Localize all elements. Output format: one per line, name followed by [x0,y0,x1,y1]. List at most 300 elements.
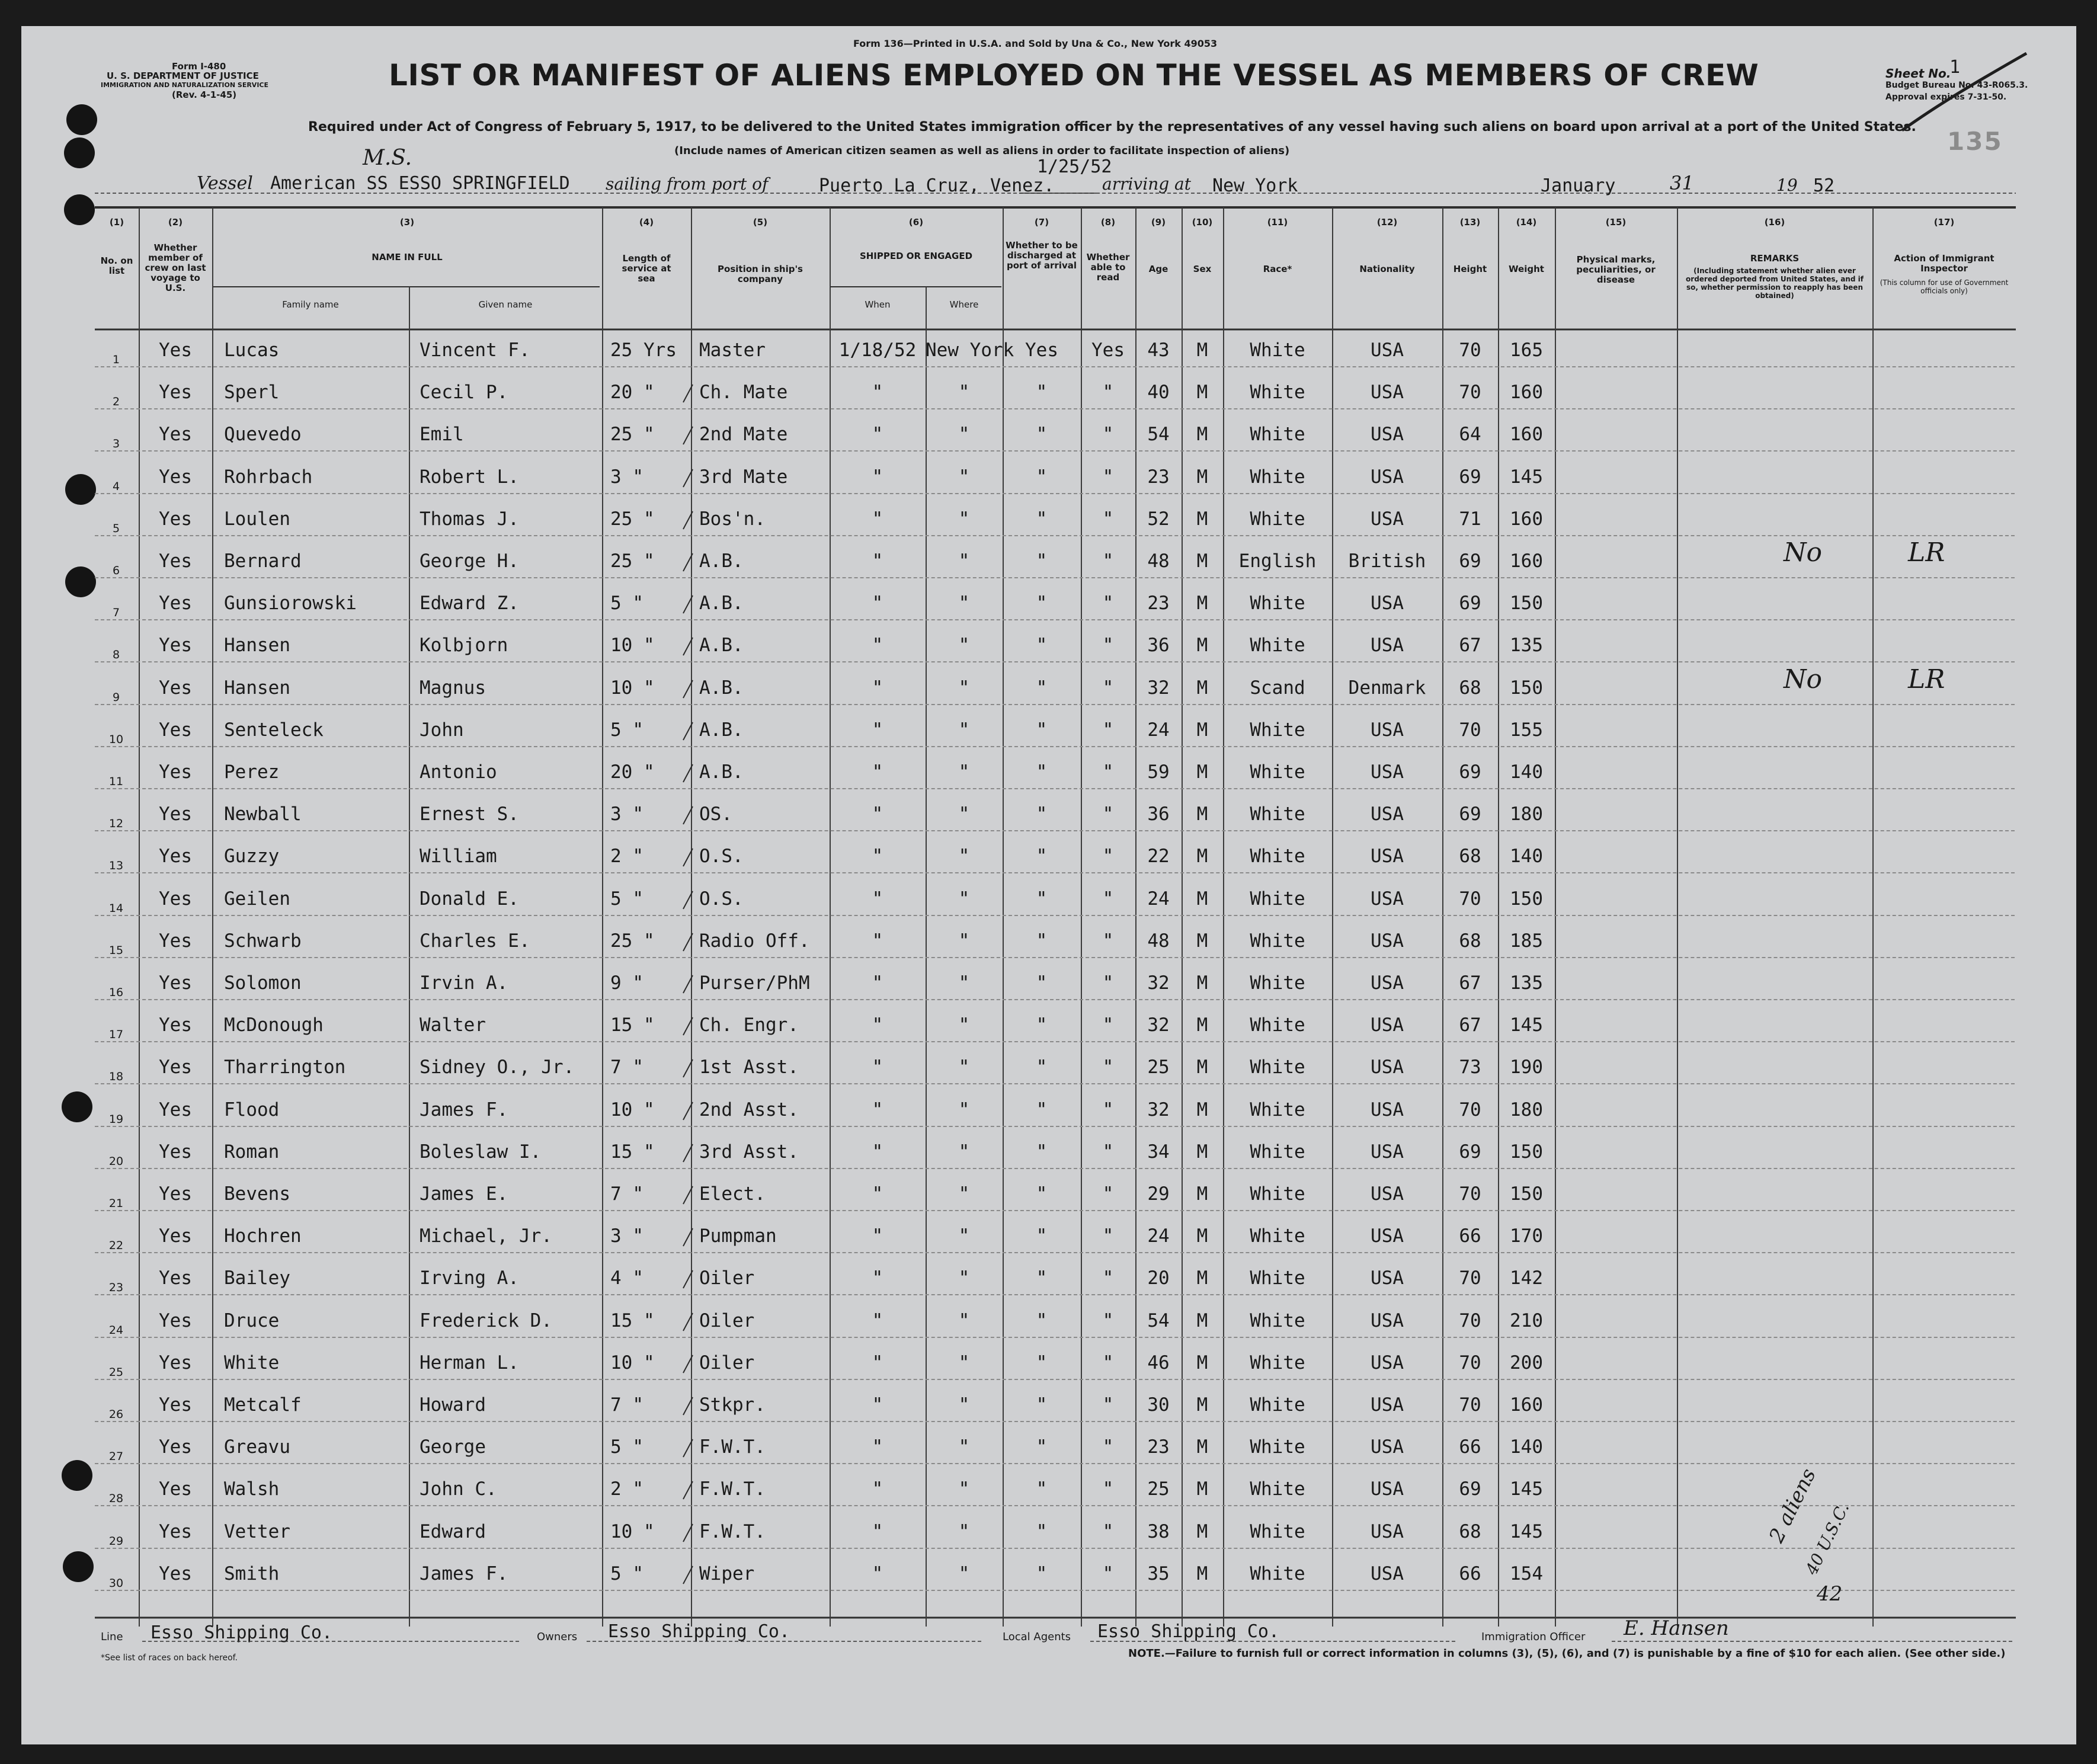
cell-position: Oiler [699,1267,755,1289]
col-header-nationality: Nationality [1359,264,1415,274]
cell-discharged: " [1036,550,1048,572]
cell-nationality: USA [1371,719,1404,741]
cell-where: " [958,593,970,614]
cell-given: Edward [420,1520,486,1542]
cell-sex: M [1196,466,1208,488]
col-header-inspector-note: (This column for use of Government officials only) [1880,278,2009,295]
cell-family: Bevens [224,1183,290,1205]
cell-position: A.B. [699,761,744,783]
cell-age: 35 [1147,1563,1170,1584]
cell-when: " [872,1436,883,1458]
cell-sex: M [1196,1478,1208,1500]
cell-nationality: USA [1371,1183,1404,1205]
cell-race: White [1250,1478,1305,1500]
cell-position: A.B. [699,593,744,614]
cell-service: 3 " [610,803,643,825]
cell-height: 73 [1459,1057,1481,1078]
cell-discharged: " [1036,635,1048,657]
col-num: (12) [1376,217,1398,228]
cell-where: " [958,1310,970,1331]
cell-family: Newball [224,803,302,825]
cell-age: 43 [1147,340,1170,361]
cell-prev: Yes [159,1183,192,1205]
cell-age: 32 [1147,677,1170,699]
cell-service: 4 " [610,1267,643,1289]
cell-read: " [1102,719,1114,741]
cell-prev: Yes [159,1563,192,1584]
cell-where: " [958,1183,970,1205]
col-num: (15) [1605,217,1627,228]
cell-service: 10 " [610,1352,655,1374]
cell-when: " [872,1394,883,1416]
cell-weight: 170 [1510,1225,1543,1247]
col-header-shipped: SHIPPED OR ENGAGED [859,251,973,261]
cell-prev: Yes [159,719,192,741]
cell-nationality: USA [1371,1563,1404,1584]
cell-height: 70 [1459,888,1481,910]
cell-given: John [420,719,464,741]
col-num: (4) [639,217,654,228]
cell-prev: Yes [159,382,192,404]
cell-weight: 180 [1510,1099,1543,1120]
cell-where: " [958,719,970,741]
cell-weight: 150 [1510,1141,1543,1163]
budget-line: Budget Bureau No. 43-R065.3. [1885,81,2028,90]
cell-sex: M [1196,1310,1208,1331]
vessel-name: American SS ESSO SPRINGFIELD [270,173,570,194]
cell-discharged: " [1036,1141,1048,1163]
cell-weight: 145 [1510,1014,1543,1036]
cell-position: F.W.T. [699,1520,766,1542]
tally-us-citizens: 40 U.S.C. [1801,1499,1853,1578]
cell-position: Radio Off. [699,930,810,952]
cell-nationality: USA [1371,803,1404,825]
cell-when: " [872,930,883,952]
margin-note: M.S. [363,146,412,170]
cell-family: Hansen [224,635,290,657]
cell-when: " [872,1183,883,1205]
cell-when: " [872,677,883,699]
cell-nationality: USA [1371,635,1404,657]
cell-discharged: " [1036,719,1048,741]
cell-weight: 160 [1510,1394,1543,1416]
cell-race: White [1250,803,1305,825]
cell-sex: M [1196,1352,1208,1374]
cell-race: White [1250,846,1305,867]
row-number: 8 [112,648,120,662]
col-num: (13) [1459,217,1481,228]
cell-prev: Yes [159,1478,192,1500]
cell-sex: M [1196,1563,1208,1584]
cell-position: O.S. [699,888,744,910]
cell-weight: 145 [1510,1520,1543,1542]
cell-where: " [958,1267,970,1289]
cell-discharged: " [1036,677,1048,699]
cell-given: Sidney O., Jr. [420,1057,575,1078]
row-number: 23 [108,1281,124,1295]
cell-read: " [1102,1563,1114,1584]
cell-age: 54 [1147,1310,1170,1331]
cell-height: 69 [1459,1141,1481,1163]
cell-prev: Yes [159,846,192,867]
cell-height: 69 [1459,761,1481,783]
cell-given: George H. [420,550,519,572]
cell-given: Edward Z. [420,593,519,614]
cell-weight: 140 [1510,1436,1543,1458]
cell-weight: 154 [1510,1563,1543,1584]
cell-discharged: " [1036,930,1048,952]
cell-family: Guzzy [224,846,280,867]
cell-age: 32 [1147,972,1170,994]
form-id-line: U. S. DEPARTMENT OF JUSTICE [107,71,259,81]
col-num: (16) [1764,217,1785,228]
cell-given: John C. [420,1478,497,1500]
col-num: (7) [1034,217,1049,228]
cell-weight: 190 [1510,1057,1543,1078]
port-to: New York [1212,175,1298,196]
cell-given: Vincent F. [420,340,530,361]
cell-read: " [1102,1225,1114,1247]
cell-nationality: USA [1371,930,1404,952]
cell-given: Charles E. [420,930,530,952]
col-num: (9) [1151,217,1166,228]
check-mark-flourish [1902,53,2026,130]
cell-age: 36 [1147,803,1170,825]
cell-where: " [958,550,970,572]
cell-given: James E. [420,1183,508,1205]
cell-nationality: USA [1371,1310,1404,1331]
cell-height: 70 [1459,719,1481,741]
cell-when: 1/18/52 [838,340,917,361]
cell-service: 5 " [610,719,643,741]
cell-given: Herman L. [420,1352,519,1374]
cell-age: 22 [1147,846,1170,867]
cell-where: " [958,382,970,404]
cell-prev: Yes [159,424,192,446]
cell-position: Stkpr. [699,1394,766,1416]
cell-weight: 210 [1510,1310,1543,1331]
cell-prev: Yes [159,1225,192,1247]
cell-read: " [1102,846,1114,867]
cell-when: " [872,1099,883,1120]
row-number: 2 [112,395,120,409]
cell-where: " [958,1394,970,1416]
col-num: (14) [1516,217,1537,228]
cell-where: " [958,1563,970,1584]
cell-weight: 135 [1510,635,1543,657]
cell-when: " [872,888,883,910]
row-number: 29 [108,1534,124,1548]
cell-nationality: USA [1371,508,1404,530]
cell-discharged: " [1036,593,1048,614]
cell-prev: Yes [159,1057,192,1078]
cell-nationality: USA [1371,1394,1404,1416]
cell-sex: M [1196,677,1208,699]
cell-height: 64 [1459,424,1481,446]
cell-position: 2nd Mate [699,424,788,446]
cell-when: " [872,1352,883,1374]
cell-position: A.B. [699,719,744,741]
cell-discharged: " [1036,888,1048,910]
cell-position: 3rd Mate [699,466,788,488]
cell-height: 70 [1459,1310,1481,1331]
cell-race: White [1250,466,1305,488]
cell-race: White [1250,1394,1305,1416]
cell-read: " [1102,930,1114,952]
cell-family: Schwarb [224,930,302,952]
cell-nationality: USA [1371,1225,1404,1247]
cell-family: Roman [224,1141,280,1163]
cell-family: White [224,1352,280,1374]
cell-family: McDonough [224,1014,324,1036]
cell-height: 69 [1459,1478,1481,1500]
cell-sex: M [1196,635,1208,657]
col-num: (1) [109,217,124,228]
cell-age: 24 [1147,888,1170,910]
cell-nationality: USA [1371,1436,1404,1458]
cell-nationality: USA [1371,1478,1404,1500]
cell-position: A.B. [699,677,744,699]
cell-position: F.W.T. [699,1478,766,1500]
cell-sex: M [1196,1394,1208,1416]
vessel-label: Vessel [197,173,253,194]
cell-when: " [872,466,883,488]
cell-family: Tharrington [224,1057,346,1078]
cell-nationality: USA [1371,1520,1404,1542]
col-header-inspector: Action of Immigrant Inspector [1894,253,1994,274]
col-header-remarks-note: (Including statement whether alien ever ordered deported from United States, and if so, whether permission to reapply has been obtained) [1686,267,1864,300]
cell-when: " [872,382,883,404]
cell-service: 9 " [610,972,643,994]
cell-when: " [872,1520,883,1542]
col-header-no: No. on list [100,255,133,276]
cell-given: Thomas J. [420,508,519,530]
cell-family: Hochren [224,1225,302,1247]
cell-service: 25 " [610,508,655,530]
cell-when: " [872,424,883,446]
cell-nationality: USA [1371,1057,1404,1078]
cell-service: 10 " [610,635,655,657]
cell-where: " [958,635,970,657]
cell-height: 67 [1459,972,1481,994]
col-header-where: Where [949,299,979,310]
cell-read: " [1102,803,1114,825]
cell-read: " [1102,424,1114,446]
cell-height: 66 [1459,1436,1481,1458]
cell-nationality: USA [1371,1352,1404,1374]
arrival-day: 31 [1670,172,1694,194]
cell-prev: Yes [159,1141,192,1163]
cell-height: 66 [1459,1563,1481,1584]
cell-read: " [1102,593,1114,614]
cell-read: " [1102,677,1114,699]
cell-discharged: " [1036,1183,1048,1205]
cell-weight: 150 [1510,593,1543,614]
cell-race: White [1250,1436,1305,1458]
cell-weight: 200 [1510,1352,1543,1374]
row-number: 11 [108,775,124,788]
cell-nationality: USA [1371,382,1404,404]
cell-service: 10 " [610,1520,655,1542]
cell-weight: 140 [1510,846,1543,867]
cell-nationality: USA [1371,424,1404,446]
cell-discharged: " [1036,1436,1048,1458]
tally-total: 42 [1817,1582,1843,1606]
cell-age: 32 [1147,1014,1170,1036]
cell-where: " [958,424,970,446]
cell-position: F.W.T. [699,1436,766,1458]
cell-when: " [872,1057,883,1078]
cell-given: Boleslaw I. [420,1141,542,1163]
cell-position: Ch. Mate [699,382,788,404]
cell-weight: 185 [1510,930,1543,952]
cell-prev: Yes [159,761,192,783]
cell-race: White [1250,1057,1305,1078]
col-header-remarks: REMARKS [1750,253,1800,264]
cell-given: Irving A. [420,1267,519,1289]
cell-when: " [872,635,883,657]
cell-nationality: USA [1371,466,1404,488]
col-num: (3) [399,217,415,228]
cell-nationality: USA [1371,761,1404,783]
cell-family: Solomon [224,972,302,994]
col-header-height: Height [1453,264,1487,274]
cell-height: 69 [1459,803,1481,825]
cell-age: 48 [1147,930,1170,952]
sheet-no-label: Sheet No. [1885,66,1951,81]
cell-family: Senteleck [224,719,324,741]
cell-race: White [1250,1183,1305,1205]
cell-weight: 150 [1510,888,1543,910]
cell-prev: Yes [159,1394,192,1416]
cell-given: Ernest S. [420,803,519,825]
cell-where: " [958,972,970,994]
cell-prev: Yes [159,972,192,994]
cell-position: 3rd Asst. [699,1141,799,1163]
cell-discharged: " [1036,382,1048,404]
cell-when: " [872,1478,883,1500]
cell-sex: M [1196,593,1208,614]
cell-when: " [872,1225,883,1247]
cell-weight: 135 [1510,972,1543,994]
row-number: 25 [108,1365,124,1379]
cell-service: 5 " [610,1436,643,1458]
cell-read: " [1102,1520,1114,1542]
cell-family: Quevedo [224,424,302,446]
cell-position: Wiper [699,1563,755,1584]
page-title: LIST OR MANIFEST OF ALIENS EMPLOYED ON THE VESSEL AS MEMBERS OF CREW [389,58,1759,92]
cell-service: 10 " [610,677,655,699]
footer-note: NOTE.—Failure to furnish full or correct information in columns (3), (5), (6), and (7) is punishable by a fine of $10 for each alien. (See other side.) [1128,1647,2006,1660]
cell-height: 70 [1459,340,1481,361]
cell-race: White [1250,930,1305,952]
cell-family: Lucas [224,340,280,361]
cell-when: " [872,719,883,741]
cell-when: " [872,593,883,614]
cell-nationality: USA [1371,846,1404,867]
cell-prev: Yes [159,1436,192,1458]
cell-given: Irvin A. [420,972,508,994]
cell-weight: 142 [1510,1267,1543,1289]
cell-height: 70 [1459,1099,1481,1120]
cell-age: 46 [1147,1352,1170,1374]
cell-family: Walsh [224,1478,280,1500]
cell-height: 67 [1459,1014,1481,1036]
cell-weight: 160 [1510,424,1543,446]
cell-service: 7 " [610,1057,643,1078]
cell-service: 25 " [610,930,655,952]
cell-given: Michael, Jr. [420,1225,552,1247]
cell-where: " [958,1352,970,1374]
cell-given: Emil [420,424,464,446]
cell-when: " [872,1141,883,1163]
cell-race: White [1250,340,1305,361]
cell-sex: M [1196,1436,1208,1458]
cell-height: 68 [1459,846,1481,867]
cell-service: 7 " [610,1183,643,1205]
arrival-year: 52 [1813,175,1835,196]
cell-race: White [1250,508,1305,530]
cell-prev: Yes [159,635,192,657]
cell-discharged: " [1036,508,1048,530]
cell-race: White [1250,972,1305,994]
cell-service: 7 " [610,1394,643,1416]
cell-age: 25 [1147,1057,1170,1078]
cell-read: " [1102,466,1114,488]
cell-family: Gunsiorowski [224,593,357,614]
sailing-label: sailing from port of [606,174,769,194]
col-header-prev-voyage: Whether member of crew on last voyage to U.S. [145,242,206,293]
cell-age: 23 [1147,1436,1170,1458]
row-number: 14 [108,901,124,915]
footer-agents-value: Esso Shipping Co. [1097,1621,1280,1642]
col-num: (2) [168,217,183,228]
cell-weight: 145 [1510,1478,1543,1500]
cell-age: 36 [1147,635,1170,657]
cell-given: James F. [420,1563,508,1584]
row-number: 26 [108,1408,124,1421]
cell-read: " [1102,1394,1114,1416]
footer-owners-label: Owners [537,1631,578,1643]
cell-prev: Yes [159,1310,192,1331]
cell-where: " [958,1478,970,1500]
cell-read: " [1102,1014,1114,1036]
cell-age: 24 [1147,1225,1170,1247]
cell-where: " [958,888,970,910]
cell-where: " [958,1057,970,1078]
footer-line-value: Esso Shipping Co. [151,1622,333,1643]
cell-race: White [1250,635,1305,657]
cell-age: 34 [1147,1141,1170,1163]
cell-discharged: " [1036,466,1048,488]
cell-prev: Yes [159,1267,192,1289]
cell-race: White [1250,1225,1305,1247]
cell-discharged: " [1036,1225,1048,1247]
cell-service: 3 " [610,466,643,488]
cell-read: " [1102,972,1114,994]
cell-inspector-action: LR [1908,664,1945,694]
cell-family: Smith [224,1563,280,1584]
cell-weight: 160 [1510,508,1543,530]
cell-family: Metcalf [224,1394,302,1416]
cell-age: 40 [1147,382,1170,404]
printer-line: Form 136—Printed in U.S.A. and Sold by Una & Co., New York 49053 [853,38,1218,49]
cell-where: " [958,466,970,488]
cell-where: " [958,1014,970,1036]
cell-sex: M [1196,846,1208,867]
cell-race: Scand [1250,677,1305,699]
cell-height: 71 [1459,508,1481,530]
